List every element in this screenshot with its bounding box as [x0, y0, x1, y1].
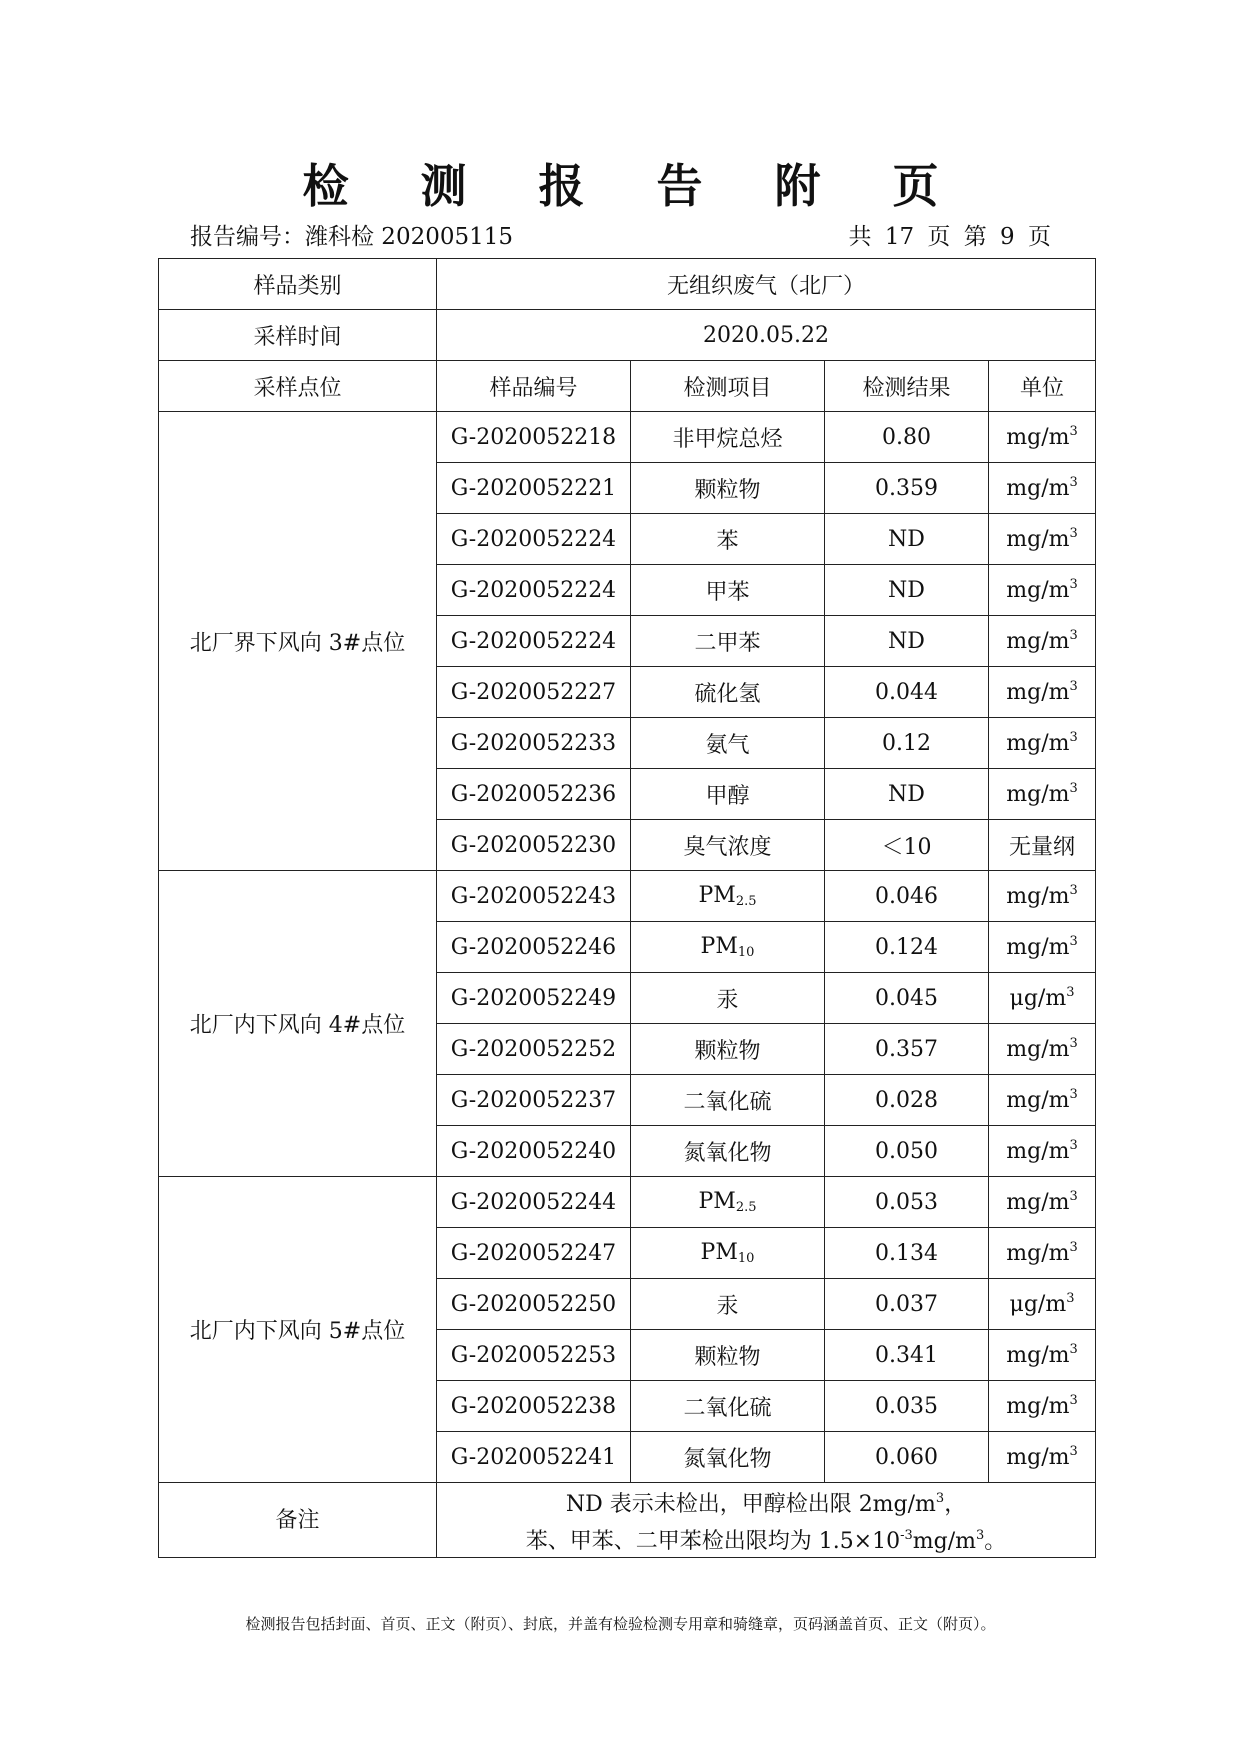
- remark-text-part: 苯、甲苯、二甲苯检出限均为 1.5×10: [525, 1529, 901, 1554]
- sampling-point-cell: 北厂内下风向 4#点位: [159, 871, 437, 1177]
- item-cell: [631, 769, 825, 820]
- remark-line-1: [437, 1483, 1095, 1520]
- header-point: 采样点位: [159, 361, 437, 412]
- unit-cell: [989, 1075, 1096, 1126]
- item-text: 二氧化硫: [683, 1395, 772, 1421]
- remark-text-part: mg/m: [912, 1529, 977, 1554]
- item-text: 汞: [716, 987, 739, 1013]
- results-table: [158, 258, 1096, 1558]
- unit-superscript: 3: [1069, 1189, 1078, 1204]
- unit-text: mg/m: [1006, 680, 1070, 705]
- result-cell: 0.053: [825, 1177, 989, 1228]
- unit-cell: [989, 973, 1096, 1024]
- unit-cell: [989, 1330, 1096, 1381]
- unit-cell: [989, 769, 1096, 820]
- item-subscript: 2.5: [735, 894, 757, 909]
- item-cell: [631, 1177, 825, 1228]
- item-text: 颗粒物: [694, 1038, 761, 1064]
- unit-text: 无量纲: [1009, 834, 1076, 860]
- unit-cell: [989, 1126, 1096, 1177]
- sample-time-label: 采样时间: [159, 310, 437, 361]
- sample-no-cell: G-2020052230: [437, 820, 631, 871]
- result-cell: 0.046: [825, 871, 989, 922]
- result-cell: 0.050: [825, 1126, 989, 1177]
- page-title: 检 测 报 告 附 页: [302, 159, 967, 213]
- item-subscript: 10: [737, 1251, 755, 1266]
- sample-no-cell: G-2020052247: [437, 1228, 631, 1279]
- unit-superscript: 3: [1069, 577, 1078, 592]
- unit-superscript: 3: [1069, 526, 1078, 541]
- unit-superscript: 3: [1069, 1240, 1078, 1255]
- item-cell: [631, 973, 825, 1024]
- result-cell: 0.044: [825, 667, 989, 718]
- unit-superscript: 3: [1069, 1087, 1078, 1102]
- result-cell: ND: [825, 514, 989, 565]
- sample-time-row: [159, 310, 1096, 361]
- item-text: 颗粒物: [694, 1344, 761, 1370]
- sample-type-row: [159, 259, 1096, 310]
- unit-text: mg/m: [1006, 782, 1070, 807]
- item-text: 苯: [716, 528, 739, 554]
- result-cell: 0.359: [825, 463, 989, 514]
- unit-text: μg/m: [1009, 1292, 1067, 1317]
- header-unit: 单位: [989, 361, 1096, 412]
- header-result: 检测结果: [825, 361, 989, 412]
- unit-superscript: 3: [1069, 628, 1078, 643]
- unit-text: mg/m: [1006, 527, 1070, 552]
- unit-text: mg/m: [1006, 1343, 1070, 1368]
- sample-no-cell: G-2020052236: [437, 769, 631, 820]
- unit-superscript: 3: [1069, 730, 1078, 745]
- unit-superscript: 3: [1069, 1138, 1078, 1153]
- unit-superscript: 3: [1066, 1291, 1075, 1306]
- sample-time-value: 2020.05.22: [437, 310, 1096, 361]
- sample-no-cell: G-2020052246: [437, 922, 631, 973]
- item-text: 甲醇: [705, 783, 750, 809]
- unit-text: mg/m: [1006, 1088, 1070, 1113]
- item-cell: [631, 1228, 825, 1279]
- unit-cell: [989, 1024, 1096, 1075]
- item-cell: [631, 1432, 825, 1483]
- item-cell: [631, 871, 825, 922]
- remark-superscript: 3: [935, 1491, 945, 1506]
- unit-text: mg/m: [1006, 1190, 1070, 1215]
- item-text: 氮氧化物: [683, 1140, 772, 1166]
- unit-cell: [989, 412, 1096, 463]
- item-cell: [631, 1279, 825, 1330]
- unit-cell: [989, 1228, 1096, 1279]
- sample-no-cell: G-2020052237: [437, 1075, 631, 1126]
- unit-text: mg/m: [1006, 1241, 1070, 1266]
- footer-note: 检测报告包括封面、首页、正文（附页）、封底，并盖有检验检测专用章和骑缝章，页码涵盖首页、正文（附页）。: [245, 1615, 996, 1633]
- sample-no-cell: G-2020052224: [437, 616, 631, 667]
- result-cell: ND: [825, 769, 989, 820]
- unit-text: mg/m: [1006, 629, 1070, 654]
- unit-superscript: 3: [1069, 1444, 1078, 1459]
- table-row: [159, 1177, 1096, 1228]
- item-cell: [631, 1126, 825, 1177]
- item-cell: [631, 820, 825, 871]
- result-cell: 0.134: [825, 1228, 989, 1279]
- item-text: 颗粒物: [694, 477, 761, 503]
- unit-cell: [989, 1432, 1096, 1483]
- item-text: 二甲苯: [694, 630, 761, 656]
- unit-superscript: 3: [1066, 985, 1075, 1000]
- unit-superscript: 3: [1069, 1036, 1078, 1051]
- unit-text: mg/m: [1006, 476, 1070, 501]
- result-cell: 0.035: [825, 1381, 989, 1432]
- item-cell: [631, 922, 825, 973]
- remark-text-part: 。: [984, 1529, 1007, 1554]
- unit-cell: [989, 1177, 1096, 1228]
- item-cell: [631, 667, 825, 718]
- result-cell: 0.357: [825, 1024, 989, 1075]
- item-text: 甲苯: [705, 579, 750, 605]
- item-subscript: 10: [737, 945, 755, 960]
- unit-text: mg/m: [1006, 1394, 1070, 1419]
- sample-no-cell: G-2020052240: [437, 1126, 631, 1177]
- remark-text: [437, 1483, 1096, 1558]
- item-cell: [631, 1330, 825, 1381]
- table-row: [159, 412, 1096, 463]
- unit-cell: [989, 616, 1096, 667]
- header-item: 检测项目: [631, 361, 825, 412]
- sample-no-cell: G-2020052241: [437, 1432, 631, 1483]
- result-cell: ND: [825, 616, 989, 667]
- item-text: 氨气: [705, 732, 750, 758]
- unit-cell: [989, 463, 1096, 514]
- item-text: 汞: [716, 1293, 739, 1319]
- result-cell: 0.028: [825, 1075, 989, 1126]
- remark-superscript: 3: [976, 1528, 985, 1543]
- result-cell: ＜10: [825, 820, 989, 871]
- sample-no-cell: G-2020052238: [437, 1381, 631, 1432]
- item-text: 硫化氢: [694, 681, 761, 707]
- header-sample-no: 样品编号: [437, 361, 631, 412]
- sample-no-cell: G-2020052244: [437, 1177, 631, 1228]
- sample-no-cell: G-2020052252: [437, 1024, 631, 1075]
- unit-superscript: 3: [1069, 934, 1078, 949]
- unit-superscript: 3: [1069, 424, 1078, 439]
- unit-cell: [989, 871, 1096, 922]
- result-cell: 0.12: [825, 718, 989, 769]
- sample-type-label: 样品类别: [159, 259, 437, 310]
- column-header-row: [159, 361, 1096, 412]
- unit-superscript: 3: [1069, 475, 1078, 490]
- unit-text: mg/m: [1006, 1037, 1070, 1062]
- unit-text: mg/m: [1006, 578, 1070, 603]
- remark-text-part: ，: [944, 1492, 967, 1517]
- item-cell: [631, 463, 825, 514]
- unit-superscript: 3: [1069, 679, 1078, 694]
- unit-text: μg/m: [1009, 986, 1067, 1011]
- item-text: 氮氧化物: [683, 1446, 772, 1472]
- item-cell: [631, 1075, 825, 1126]
- unit-cell: [989, 718, 1096, 769]
- unit-superscript: 3: [1069, 1342, 1078, 1357]
- result-cell: 0.80: [825, 412, 989, 463]
- sample-no-cell: G-2020052249: [437, 973, 631, 1024]
- item-cell: [631, 565, 825, 616]
- remark-text-part: ND 表示未检出，甲醇检出限 2mg/m: [565, 1492, 936, 1517]
- result-cell: 0.124: [825, 922, 989, 973]
- result-cell: 0.037: [825, 1279, 989, 1330]
- sample-no-cell: G-2020052221: [437, 463, 631, 514]
- sample-no-cell: G-2020052233: [437, 718, 631, 769]
- item-subscript: 2.5: [735, 1200, 757, 1215]
- item-text: 臭气浓度: [683, 834, 772, 860]
- unit-superscript: 3: [1069, 781, 1078, 796]
- item-cell: [631, 412, 825, 463]
- unit-superscript: 3: [1069, 1393, 1078, 1408]
- unit-superscript: 3: [1069, 883, 1078, 898]
- sample-no-cell: G-2020052224: [437, 514, 631, 565]
- unit-text: mg/m: [1006, 1445, 1070, 1470]
- item-cell: [631, 1381, 825, 1432]
- remark-superscript: -3: [900, 1528, 913, 1543]
- sample-no-cell: G-2020052250: [437, 1279, 631, 1330]
- sample-no-cell: G-2020052253: [437, 1330, 631, 1381]
- report-number: 报告编号：潍科检 202005115: [190, 224, 514, 250]
- remark-line-2: [437, 1520, 1095, 1557]
- unit-cell: [989, 514, 1096, 565]
- sample-no-cell: G-2020052227: [437, 667, 631, 718]
- sampling-point-cell: 北厂界下风向 3#点位: [159, 412, 437, 871]
- unit-cell: [989, 820, 1096, 871]
- unit-text: mg/m: [1006, 425, 1070, 450]
- result-cell: ND: [825, 565, 989, 616]
- item-text: PM: [698, 883, 736, 908]
- result-cell: 0.045: [825, 973, 989, 1024]
- remark-label: 备注: [159, 1483, 437, 1558]
- unit-cell: [989, 922, 1096, 973]
- result-cell: 0.341: [825, 1330, 989, 1381]
- unit-text: mg/m: [1006, 1139, 1070, 1164]
- unit-text: mg/m: [1006, 731, 1070, 756]
- item-text: PM: [700, 934, 738, 959]
- item-cell: [631, 718, 825, 769]
- sample-type-value: 无组织废气（北厂）: [437, 259, 1096, 310]
- sampling-point-cell: 北厂内下风向 5#点位: [159, 1177, 437, 1483]
- unit-cell: [989, 565, 1096, 616]
- sample-no-cell: G-2020052218: [437, 412, 631, 463]
- item-text: PM: [700, 1240, 738, 1265]
- unit-cell: [989, 1279, 1096, 1330]
- unit-cell: [989, 667, 1096, 718]
- item-text: PM: [698, 1189, 736, 1214]
- item-text: 二氧化硫: [683, 1089, 772, 1115]
- sample-no-cell: G-2020052243: [437, 871, 631, 922]
- unit-cell: [989, 1381, 1096, 1432]
- remark-row: [159, 1483, 1096, 1558]
- item-text: 非甲烷总烃: [672, 426, 783, 452]
- item-cell: [631, 616, 825, 667]
- sample-no-cell: G-2020052224: [437, 565, 631, 616]
- unit-text: mg/m: [1006, 935, 1070, 960]
- unit-text: mg/m: [1006, 884, 1070, 909]
- item-cell: [631, 514, 825, 565]
- page-info: 共 17 页 第 9 页: [848, 224, 1051, 250]
- table-row: [159, 871, 1096, 922]
- result-cell: 0.060: [825, 1432, 989, 1483]
- item-cell: [631, 1024, 825, 1075]
